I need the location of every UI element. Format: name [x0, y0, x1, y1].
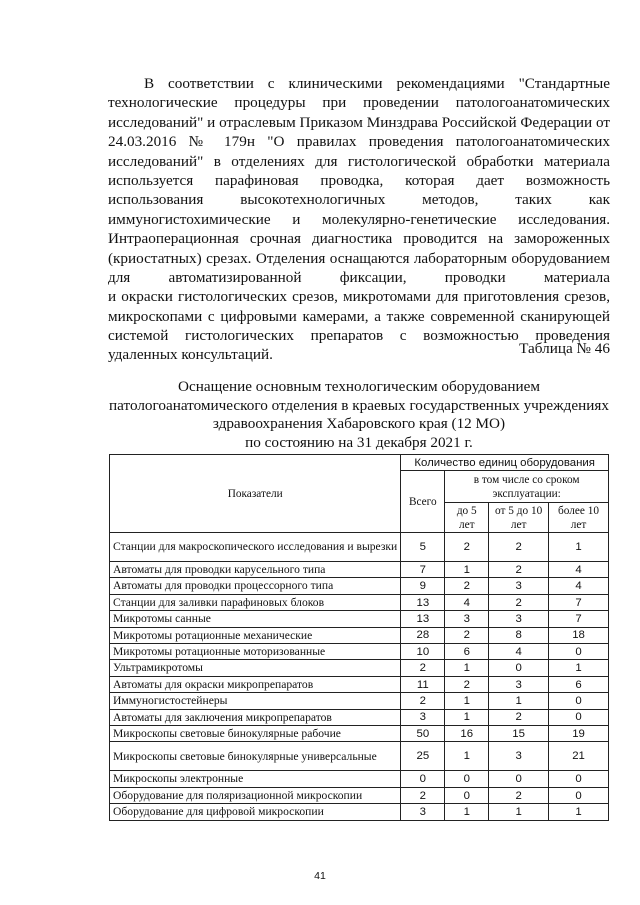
over-10-cell: 0 — [549, 771, 609, 787]
table-number-label: Таблица № 46 — [519, 340, 610, 357]
5-to-10-cell: 3 — [489, 676, 549, 692]
5-to-10-cell: 1 — [489, 804, 549, 820]
paragraph-line: иммуногистохимические и молекулярно-генетические исследования. — [108, 210, 610, 228]
header-up-to-5: до 5 лет — [445, 503, 489, 533]
over-10-cell: 18 — [549, 627, 609, 643]
up-to-5-cell: 0 — [445, 771, 489, 787]
table-row — [110, 726, 609, 742]
table-row — [110, 594, 609, 610]
up-to-5-cell: 1 — [445, 742, 489, 771]
table-title-line: по состоянию на 31 декабря 2021 г. — [245, 433, 473, 451]
up-to-5-cell: 3 — [445, 611, 489, 627]
over-10-cell: 0 — [549, 787, 609, 803]
row-name-cell: Ультрамикротомы — [110, 660, 401, 676]
paragraph-line: исследований" в отделениях для гистологической обработки материала — [108, 152, 610, 170]
5-to-10-cell: 15 — [489, 726, 549, 742]
paragraph-line: (криостатных) срезах. Отделения оснащаются лабораторным оборудованием — [108, 249, 610, 267]
table-row — [110, 709, 609, 725]
table-title — [108, 378, 610, 452]
over-10-cell: 0 — [549, 709, 609, 725]
over-10-cell: 6 — [549, 676, 609, 692]
row-name-cell: Микротомы ротационные моторизованные — [110, 644, 401, 660]
table-title-line: патологоанатомического отделения в краевых государственных учреждениях — [109, 396, 609, 414]
paragraph-line: технологические процедуры при проведении патологоанатомических — [108, 94, 610, 112]
5-to-10-cell: 0 — [489, 771, 549, 787]
table-row — [110, 804, 609, 820]
header-5-to-10: от 5 до 10 лет — [489, 503, 549, 533]
body-paragraph — [108, 74, 610, 365]
over-10-cell: 19 — [549, 726, 609, 742]
table-row — [110, 562, 609, 578]
5-to-10-cell: 2 — [489, 709, 549, 725]
row-name-cell: Иммуногистостейнеры — [110, 693, 401, 709]
over-10-cell: 1 — [549, 804, 609, 820]
row-name-cell: Автоматы для проводки карусельного типа — [110, 562, 401, 578]
5-to-10-cell: 3 — [489, 611, 549, 627]
table-row — [110, 742, 609, 771]
paragraph-line: микроскопами с цифровыми камерами, а также современной сканирующей — [108, 307, 610, 325]
total-cell: 28 — [401, 627, 445, 643]
total-cell: 0 — [401, 771, 445, 787]
total-cell: 2 — [401, 693, 445, 709]
5-to-10-cell: 2 — [489, 533, 549, 562]
equipment-table — [109, 454, 609, 821]
5-to-10-cell: 4 — [489, 644, 549, 660]
5-to-10-cell: 2 — [489, 594, 549, 610]
header-quantity: Количество единиц оборудования — [401, 455, 609, 471]
table-row — [110, 660, 609, 676]
row-name-cell: Оборудование для поляризационной микроскопии — [110, 787, 401, 803]
over-10-cell: 4 — [549, 578, 609, 594]
up-to-5-cell: 1 — [445, 709, 489, 725]
row-name-cell: Станции для макроскопического исследования и вырезки — [110, 533, 401, 562]
table-row — [110, 771, 609, 787]
over-10-cell: 0 — [549, 693, 609, 709]
row-name-cell: Микротомы ротационные механические — [110, 627, 401, 643]
up-to-5-cell: 2 — [445, 578, 489, 594]
up-to-5-cell: 2 — [445, 627, 489, 643]
total-cell: 7 — [401, 562, 445, 578]
table-row — [110, 578, 609, 594]
over-10-cell: 1 — [549, 660, 609, 676]
over-10-cell: 0 — [549, 644, 609, 660]
total-cell: 13 — [401, 594, 445, 610]
table-row — [110, 644, 609, 660]
paragraph-line: для автоматизированной фиксации, проводки материала — [108, 268, 610, 286]
up-to-5-cell: 16 — [445, 726, 489, 742]
up-to-5-cell: 1 — [445, 562, 489, 578]
5-to-10-cell: 2 — [489, 562, 549, 578]
up-to-5-cell: 1 — [445, 804, 489, 820]
total-cell: 5 — [401, 533, 445, 562]
over-10-cell: 21 — [549, 742, 609, 771]
table-title-line: здравоохранения Хабаровского края (12 МО) — [212, 415, 506, 433]
over-10-cell: 4 — [549, 562, 609, 578]
row-name-cell: Микроскопы световые бинокулярные универсальные — [110, 742, 401, 771]
5-to-10-cell: 1 — [489, 693, 549, 709]
table-row — [110, 533, 609, 562]
table-row — [110, 627, 609, 643]
total-cell: 25 — [401, 742, 445, 771]
paragraph-line: В соответствии с клиническими рекомендациями "Стандартные — [144, 75, 610, 92]
paragraph-line: используется парафиновая проводка, которая дает возможность — [108, 171, 610, 189]
table-row — [110, 693, 609, 709]
5-to-10-cell: 0 — [489, 660, 549, 676]
over-10-cell: 7 — [549, 611, 609, 627]
up-to-5-cell: 1 — [445, 660, 489, 676]
total-cell: 3 — [401, 709, 445, 725]
row-name-cell: Оборудование для цифровой микроскопии — [110, 804, 401, 820]
5-to-10-cell: 2 — [489, 787, 549, 803]
paragraph-line: удаленных консультаций. — [108, 346, 273, 364]
paragraph-line: Интраоперационная срочная диагностика проводится на замороженных — [108, 230, 610, 248]
row-name-cell: Микроскопы световые бинокулярные рабочие — [110, 726, 401, 742]
up-to-5-cell: 2 — [445, 676, 489, 692]
total-cell: 3 — [401, 804, 445, 820]
paragraph-line: системой гистологических препаратов с возможностью проведения — [108, 327, 610, 345]
up-to-5-cell: 0 — [445, 787, 489, 803]
row-name-cell: Автоматы для заключения микропрепаратов — [110, 709, 401, 725]
header-over-10: более 10 лет — [549, 503, 609, 533]
row-name-cell: Автоматы для окраски микропрепаратов — [110, 676, 401, 692]
5-to-10-cell: 3 — [489, 742, 549, 771]
total-cell: 11 — [401, 676, 445, 692]
total-cell: 2 — [401, 660, 445, 676]
header-service-life: в том числе со сроком эксплуатации: — [445, 471, 609, 503]
total-cell: 50 — [401, 726, 445, 742]
paragraph-line: использования высокотехнологичных методов, таких как — [108, 191, 610, 209]
up-to-5-cell: 2 — [445, 533, 489, 562]
total-cell: 10 — [401, 644, 445, 660]
row-name-cell: Станции для заливки парафиновых блоков — [110, 594, 401, 610]
row-name-cell: Микроскопы электронные — [110, 771, 401, 787]
table-row — [110, 611, 609, 627]
total-cell: 13 — [401, 611, 445, 627]
header-indicators: Показатели — [110, 455, 401, 533]
row-name-cell: Автоматы для проводки процессорного типа — [110, 578, 401, 594]
table-row — [110, 787, 609, 803]
header-total: Всего — [401, 471, 445, 533]
row-name-cell: Микротомы санные — [110, 611, 401, 627]
paragraph-line: 24.03.2016 № 179н "О правилах проведения патологоанатомических — [108, 133, 610, 151]
5-to-10-cell: 3 — [489, 578, 549, 594]
table-row — [110, 676, 609, 692]
total-cell: 9 — [401, 578, 445, 594]
table-body — [110, 533, 609, 821]
over-10-cell: 1 — [549, 533, 609, 562]
5-to-10-cell: 8 — [489, 627, 549, 643]
page-number: 41 — [314, 870, 326, 882]
paragraph-line: исследований" и отраслевым Приказом Минздрава Российской Федерации от — [108, 113, 610, 131]
up-to-5-cell: 1 — [445, 693, 489, 709]
paragraph-line: и окраски гистологических срезов, микротомами для приготовления срезов, — [108, 288, 610, 306]
up-to-5-cell: 6 — [445, 644, 489, 660]
total-cell: 2 — [401, 787, 445, 803]
over-10-cell: 7 — [549, 594, 609, 610]
up-to-5-cell: 4 — [445, 594, 489, 610]
table-title-line: Оснащение основным технологическим оборудованием — [178, 378, 540, 395]
